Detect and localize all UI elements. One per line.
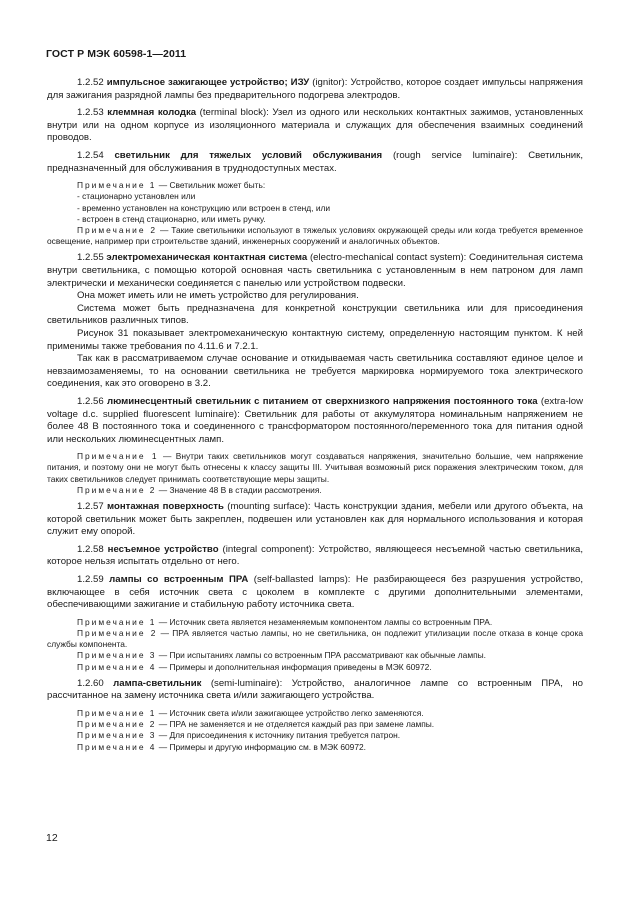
definition-paragraph bbox=[47, 501, 583, 539]
text-paragraph bbox=[47, 353, 583, 391]
note-text: — ПРА не заменяется и не отделяется каждый раз при замене лампы. bbox=[156, 719, 435, 730]
note-line bbox=[47, 191, 583, 202]
note-label: Примечание 4 bbox=[77, 661, 157, 672]
note-text: — Такие светильники используют в тяжелых условиях окружающей среды или когда требуется временное освещение, например при строительстве зданий, инженерных сооружений и аналогичных объектов. bbox=[47, 224, 583, 247]
defined-term: монтажная поверхность bbox=[107, 501, 224, 513]
definition-paragraph bbox=[47, 107, 583, 145]
clause-number: 1.2.60 bbox=[77, 677, 104, 689]
note-label: Примечание 2 bbox=[77, 719, 157, 730]
note-text: — Источник света является незаменяемым компонентом лампы со встроенным ПРА. bbox=[156, 616, 493, 627]
note-label: Примечание 1 bbox=[77, 180, 157, 191]
clause-number: 1.2.52 bbox=[77, 77, 104, 88]
note-label: Примечание 3 bbox=[77, 650, 157, 661]
definition-paragraph bbox=[47, 678, 583, 703]
note-label: Примечание 2 bbox=[77, 224, 158, 235]
definition-paragraph bbox=[47, 574, 583, 612]
note-line bbox=[47, 451, 583, 485]
text-paragraph bbox=[47, 290, 583, 303]
notes-block bbox=[47, 617, 583, 673]
note-text: — ПРА является частью лампы, но не светильника, он подлежит утилизации после отказа в конце срока службы компонента. bbox=[47, 628, 583, 650]
definition-text: (rough service luminaire): Светильник, предназначенный для обслуживания в труднодоступных местах. bbox=[47, 149, 583, 174]
note-line bbox=[47, 742, 583, 753]
note-line bbox=[47, 485, 583, 496]
note-line bbox=[47, 225, 583, 247]
note-line bbox=[47, 180, 583, 191]
text-paragraph bbox=[47, 328, 583, 353]
paragraph-text: Так как в рассматриваемом случае основание и откидываемая часть светильника составляют единое целое и невзаимозаменяемы, то на основании светильника не требуется маркировка нормируемого тока электрического соединения, как это оговорено в 3.2. bbox=[47, 353, 583, 390]
definition-paragraph bbox=[47, 77, 583, 102]
paragraph-text: Она может иметь или не иметь устройство для регулирования. bbox=[77, 290, 359, 302]
note-label: Примечание 4 bbox=[77, 741, 157, 752]
clause-number: 1.2.55 bbox=[77, 252, 104, 264]
notes-block bbox=[47, 708, 583, 753]
definition-text: (electro-mechanical contact system): Соединительная система внутри светильника, с помощью которой основная часть светильника с установленным в нем патроном для ламп электрически и механически соединяется с панелью или устройством подвески. bbox=[47, 252, 583, 289]
defined-term: электромеханическая контактная система bbox=[106, 252, 308, 264]
note-label: Примечание 2 bbox=[77, 484, 157, 495]
note-label: Примечание 3 bbox=[77, 730, 157, 741]
definition-text: (integral component): Устройство, являющееся несъемной частью светильника, которое нельзя испытать отдельно от него. bbox=[47, 543, 583, 568]
notes-block bbox=[47, 180, 583, 247]
note-text: — При испытаниях лампы со встроенным ПРА рассматривают как обычные лампы. bbox=[156, 650, 486, 661]
document-body bbox=[47, 72, 583, 753]
clause-number: 1.2.57 bbox=[77, 501, 104, 513]
note-text: — Для присоединения к источнику питания требуется патрон. bbox=[156, 730, 401, 741]
note-line bbox=[47, 719, 583, 730]
definition-text: (extra-low voltage d.c. supplied fluorescent luminaire): Светильник для работы от аккумулятора номинальным напряжением не более 48 В постоянного тока и соединенного с трансформатором постоянного/переменного тока для питания одной или нескольких люминесцентных ламп. bbox=[47, 395, 584, 445]
note-label: Примечание 2 bbox=[77, 628, 158, 639]
text-paragraph bbox=[47, 303, 583, 328]
defined-term: лампы со встроенным ПРА bbox=[109, 574, 249, 586]
note-text: — Источник света и/или зажигающее устройство легко заменяются. bbox=[156, 708, 424, 719]
defined-term: несъемное устройство bbox=[107, 543, 219, 555]
clause-number: 1.2.54 bbox=[77, 149, 104, 161]
clause-number: 1.2.56 bbox=[77, 395, 104, 407]
clause-number: 1.2.53 bbox=[77, 107, 104, 119]
note-line bbox=[47, 650, 583, 661]
defined-term: лампа-светильник bbox=[113, 677, 202, 689]
note-text: — Светильник может быть: bbox=[156, 180, 266, 191]
defined-term: импульсное зажигающее устройство; ИЗУ bbox=[106, 77, 310, 88]
clause-number: 1.2.59 bbox=[77, 574, 104, 586]
note-text: - встроен в стенд стационарно, или иметь ручку. bbox=[77, 213, 266, 224]
defined-term: клеммная колодка bbox=[107, 107, 197, 119]
note-text: — Значение 48 В в стадии рассмотрения. bbox=[156, 484, 322, 495]
note-label: Примечание 1 bbox=[77, 708, 157, 719]
note-text: — Примеры и дополнительная информация приведены в МЭК 60972. bbox=[156, 661, 432, 672]
note-text: - временно установлен на конструкцию или встроен в стенд, или bbox=[77, 202, 331, 213]
definition-paragraph bbox=[47, 252, 583, 290]
note-label: Примечание 1 bbox=[77, 616, 157, 627]
page-number: 12 bbox=[46, 832, 58, 844]
note-line bbox=[47, 628, 583, 650]
note-line bbox=[47, 203, 583, 214]
note-label: Примечание 1 bbox=[77, 451, 159, 462]
definition-paragraph bbox=[47, 544, 583, 569]
definition-text: (terminal block): Узел из одного или нескольких контактных зажимов, установленных внутри или на одном корпусе из изоляционного материала и служащих для обеспечения взаимных соединений проводов. bbox=[47, 107, 583, 144]
note-line bbox=[47, 708, 583, 719]
note-line bbox=[47, 662, 583, 673]
definition-text: (mounting surface): Часть конструкции здания, мебели или другого объекта, на которой светильник может быть закреплен, подвешен или установлен как для нормального использования и которая служит ему опорой. bbox=[47, 501, 583, 538]
note-text: — Примеры и другую информацию см. в МЭК 60972. bbox=[156, 741, 366, 752]
clause-number: 1.2.58 bbox=[77, 543, 104, 555]
notes-block bbox=[47, 451, 583, 496]
definition-paragraph bbox=[47, 150, 583, 175]
paragraph-text: Рисунок 31 показывает электромеханическую контактную систему, определенную настоящим пунктом. К ней применимы также требования по 4.11.6 и 7.2.1. bbox=[47, 327, 583, 352]
defined-term: светильник для тяжелых условий обслуживания bbox=[114, 149, 383, 161]
definition-text: (self-ballasted lamps): Не разбирающееся без разрушения устройство, включающее в себя источник света с цоколем в комплекте с другими дополнительными элементами, обеспечивающими зажигание и стабильную работу источника света. bbox=[47, 574, 583, 611]
defined-term: люминесцентный светильник с питанием от сверхнизкого напряжения постоянного тока bbox=[107, 395, 538, 407]
note-text: - стационарно установлен или bbox=[77, 191, 196, 202]
definition-paragraph bbox=[47, 396, 583, 446]
document-header: ГОСТ Р МЭК 60598-1—2011 bbox=[46, 48, 187, 60]
note-line bbox=[47, 730, 583, 741]
definition-text: (semi-luminaire): Устройство, аналогичное лампе со встроенным ПРА, но рассчитанное на замену источника света и/или зажигающего устройства. bbox=[47, 677, 583, 702]
note-line bbox=[47, 617, 583, 628]
definition-text: (ignitor): Устройство, которое создает импульсы напряжения для зажигания разрядной лампы без предварительного подогрева электродов. bbox=[47, 77, 583, 101]
note-text: — Внутри таких светильников могут создаваться напряжения, значительно большие, чем напряжение питания, и поэтому они не могут быть отнесены к классу защиты III. Учитывая возможный риск поражения электрическим током, для таких светильников следует принимать соответствующие меры защиты. bbox=[47, 451, 583, 484]
note-line bbox=[47, 214, 583, 225]
paragraph-text: Система может быть предназначена для конкретной конструкции светильника или для присоединения светильников различных типов. bbox=[47, 302, 583, 327]
